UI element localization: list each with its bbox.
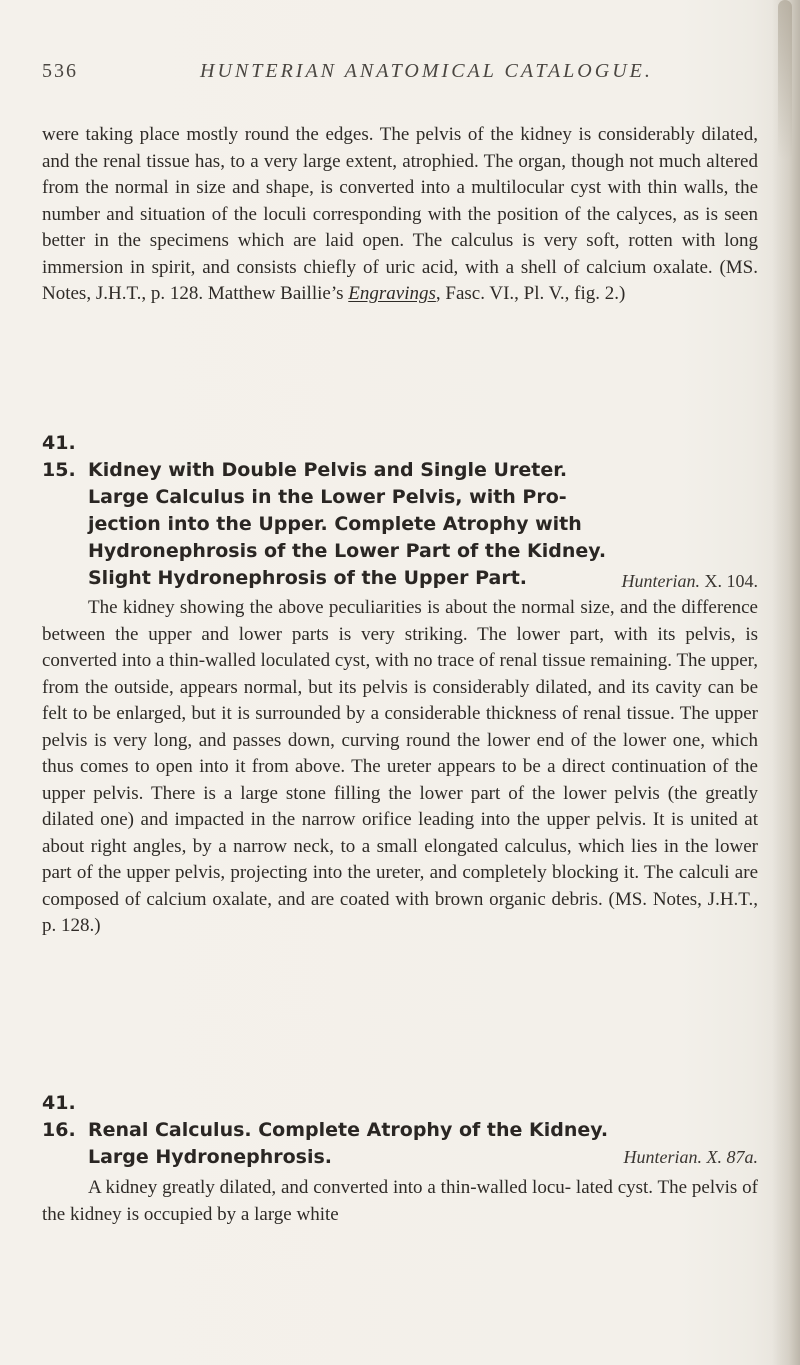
entry-body-41-15: The kidney showing the above peculiarities is about the normal size, and the difference between the upper and lower parts is very striking. The lower part, with its pelvis, is converted into a thin-walled loculated cyst, with no trace of renal tissue remaining. The upper, from the outside, appears normal, but its pelvis is considerably dilated, and its cavity can be felt to be enlarged, but it is surrounded by a considerable thickness of renal tissue. The upper pelvis is very long, and passes down, curving round the lower end of the lower one, which thus comes to open into it from above. The ureter appears to be a direct continuation of the upper pelvis. There is a large stone filling the lower part of the lower pelvis (the greatly dilated one) and impacted in the narrow orifice leading into the upper pelvis. It is united at about right angles, by a narrow neck, to a small elongated calculus, which lies in the lower part of the upper pelvis, projecting into the ureter, and completely blocking it. The calculi are composed of calcium oxalate, and are coated with brown organic debris. (MS. Notes, J.H.T., p. 128.) bbox=[42, 597, 758, 936]
entry-41-16-number: 41. 16. bbox=[42, 1092, 76, 1141]
entry-heading-line-3: jection into the Upper. Complete Atrophy with bbox=[88, 513, 582, 535]
entry-41-16-heading-line-1 bbox=[42, 1090, 758, 1144]
page-edge-shadow bbox=[772, 0, 800, 1365]
entry-41-16-title-text: Renal Calculus. Complete Atrophy of the Kidney. bbox=[88, 1119, 609, 1141]
source-label: Hunterian. bbox=[621, 571, 700, 591]
page-edge-mark bbox=[778, 0, 792, 160]
entry-41-16-title-1 bbox=[42, 1090, 608, 1144]
entry-heading-line-1 bbox=[42, 430, 758, 484]
entry-41-16-source: Hunterian. X. 87a. bbox=[623, 1147, 758, 1167]
entry-41-16-heading-line-2 bbox=[42, 1144, 758, 1171]
entry-title-line-1: Kidney with Double Pelvis and Single Ureter. bbox=[88, 459, 568, 481]
entry-number: 41. 15. bbox=[42, 432, 76, 481]
entry-41-16 bbox=[42, 1090, 758, 1228]
running-title: HUNTERIAN ANATOMICAL CATALOGUE. bbox=[200, 60, 653, 82]
entry-heading-line-4: Hydronephrosis of the Lower Part of the Kidney. bbox=[88, 540, 607, 562]
paragraph-continued-text-b: , Fasc. VI., Pl. V., fig. 2.) bbox=[435, 283, 626, 304]
running-head bbox=[42, 60, 758, 84]
entry-41-16-body: A kidney greatly dilated, and converted into a thin-walled locu- lated cyst. The pelvis of the kidney is occupied by a large white bbox=[42, 1177, 758, 1225]
entry-heading-line-5: Slight Hydronephrosis of the Upper Part. bbox=[88, 567, 528, 589]
source-ref: X. 104. bbox=[704, 571, 758, 591]
entry-heading-line-2: Large Calculus in the Lower Pelvis, with Pro- bbox=[88, 486, 567, 508]
entry-source-41-15 bbox=[622, 568, 759, 594]
paragraph-continued bbox=[42, 122, 758, 308]
engravings-emphasis: Engravings bbox=[348, 283, 436, 304]
page-number: 536 bbox=[42, 60, 78, 82]
paragraph-continued-text-a: were taking place mostly round the edges. The pelvis of the kidney is considerably dilated, and the renal tissue has, to a very large extent, atrophied. The organ, though not much altered from the normal in size and shape, is converted into a multilocular cyst with thin walls, the number and situation of the loculi corresponding with the position of the calyces, as is seen better in the specimens which are laid open. The calculus is very soft, rotten with long immersion in spirit, and consists chiefly of uric acid, with a shell of calcium oxalate. (MS. Notes, J.H.T., p. 128. Matthew Baillie’s bbox=[42, 124, 758, 304]
entry-41-16-title-2: Large Hydronephrosis. bbox=[88, 1146, 333, 1168]
